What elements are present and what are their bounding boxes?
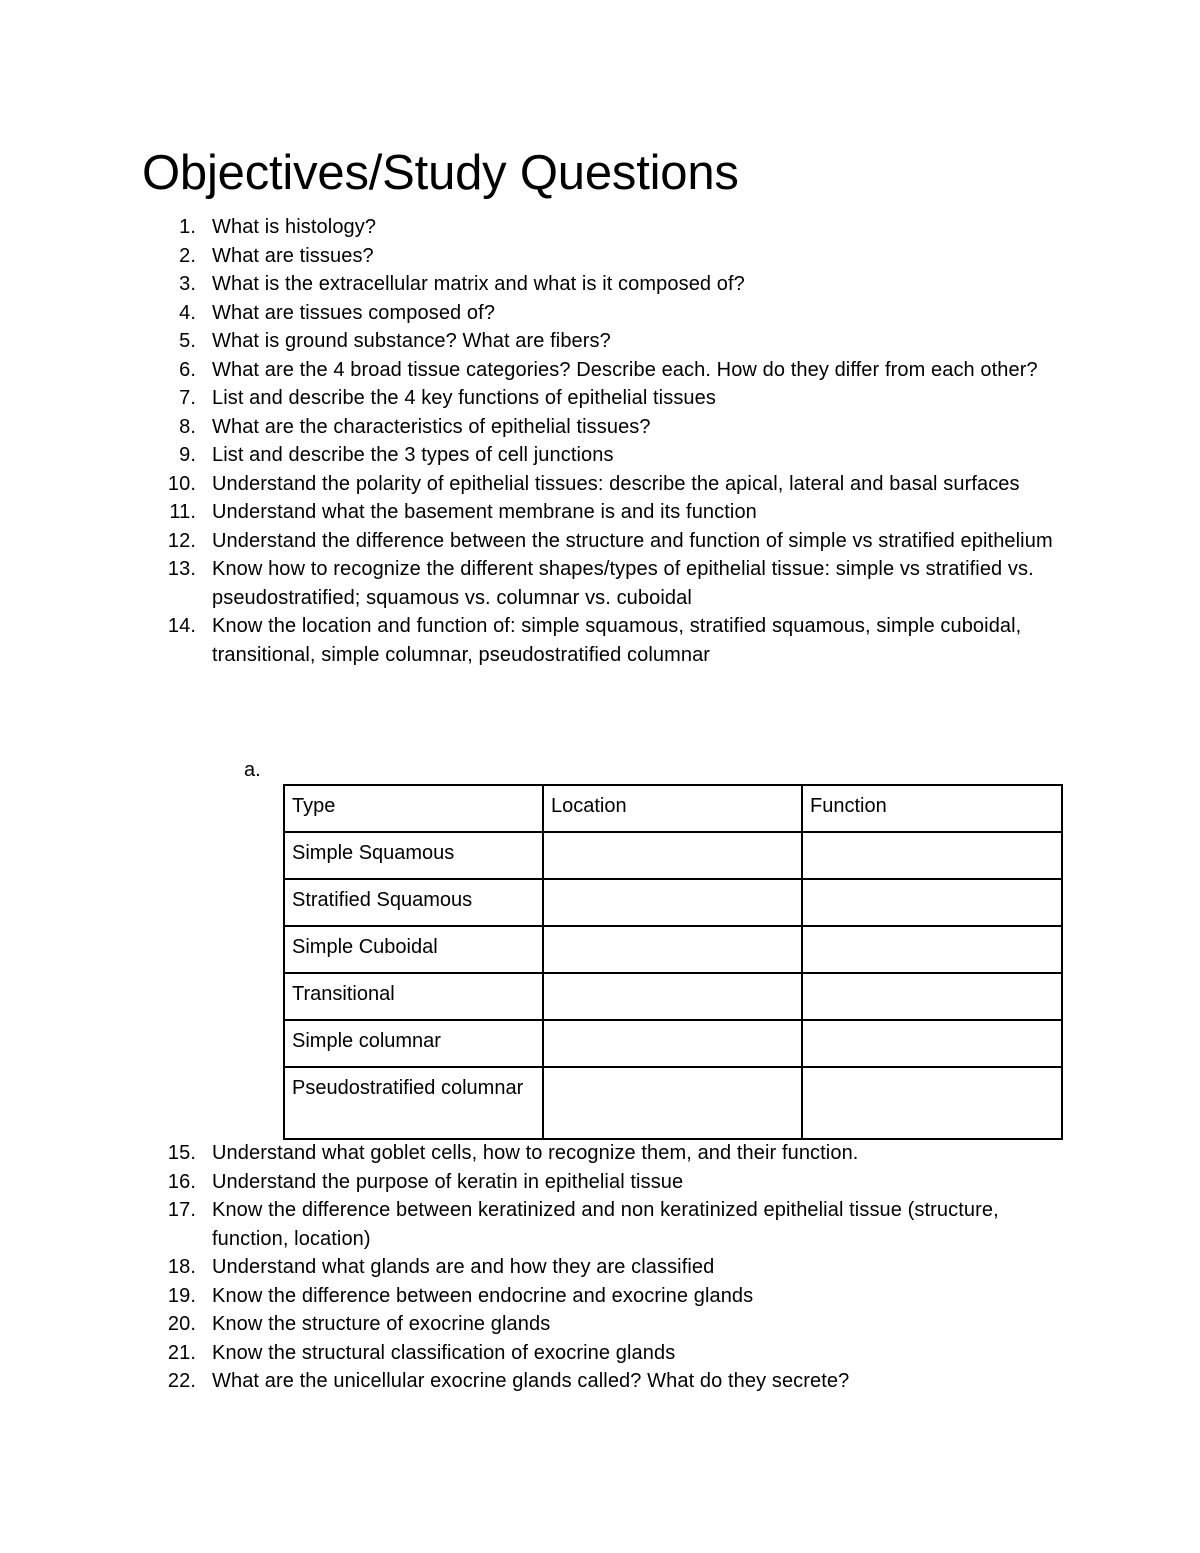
cell-type: Pseudostratified columnar <box>284 1067 543 1139</box>
question-number: 22. <box>167 1370 196 1392</box>
question-item <box>0 242 1072 271</box>
page-title: Objectives/Study Questions <box>142 146 739 200</box>
question-item <box>0 612 1072 669</box>
question-text: Know the structural classification of exocrine glands <box>212 1341 676 1364</box>
question-number: 4. <box>179 301 196 324</box>
question-item <box>0 213 1072 242</box>
question-text: Understand what the basement membrane is and its function <box>212 501 757 523</box>
question-number: 8. <box>179 415 196 438</box>
question-text: Understand what goblet cells, how to recognize them, and their function. <box>212 1142 859 1164</box>
question-item <box>0 299 1072 328</box>
question-item <box>0 1367 1072 1396</box>
cell-function <box>802 973 1062 1020</box>
cell-function <box>802 1020 1062 1067</box>
cell-type: Simple Cuboidal <box>284 926 543 973</box>
question-text: Know the difference between endocrine and exocrine glands <box>212 1284 754 1307</box>
table-row <box>284 973 1062 1020</box>
question-item <box>0 270 1072 299</box>
table-row <box>284 1020 1062 1067</box>
question-text: What is ground substance? What are fibers? <box>212 330 611 352</box>
question-text: Know the difference between keratinized and non keratinized epithelial tissue (structure, function, location) <box>212 1199 999 1250</box>
cell-location <box>543 973 802 1020</box>
question-text: What are the characteristics of epithelial tissues? <box>212 415 651 438</box>
cell-function <box>802 832 1062 879</box>
question-number: 13. <box>167 558 196 580</box>
question-number: 5. <box>179 330 196 352</box>
question-item <box>0 1339 1072 1368</box>
cell-function <box>802 1067 1062 1139</box>
cell-type: Transitional <box>284 973 543 1020</box>
question-number: 9. <box>179 444 196 466</box>
question-item <box>0 1253 1072 1282</box>
question-number: 3. <box>179 273 196 295</box>
question-text: Know the structure of exocrine glands <box>212 1313 551 1335</box>
cell-function <box>802 926 1062 973</box>
question-text: List and describe the 3 types of cell junctions <box>212 444 614 466</box>
question-item <box>0 1196 1072 1253</box>
question-list <box>0 213 1072 669</box>
question-text: Know the location and function of: simple squamous, stratified squamous, simple cuboidal, transitional, simple columnar, pseudostratified columnar <box>212 615 1022 666</box>
question-number: 15. <box>167 1142 196 1164</box>
table-row <box>284 832 1062 879</box>
question-text: What are the 4 broad tissue categories? Describe each. How do they differ from each other? <box>212 358 1038 381</box>
cell-type: Simple Squamous <box>284 832 543 879</box>
question-text: What are tissues composed of? <box>212 301 496 324</box>
question-text: What is the extracellular matrix and what is it composed of? <box>212 273 745 295</box>
question-number: 16. <box>167 1170 196 1193</box>
cell-type: Simple columnar <box>284 1020 543 1067</box>
question-item <box>0 1282 1072 1311</box>
sub-item-marker: a. <box>244 759 261 781</box>
question-number: 21. <box>167 1341 196 1364</box>
question-item <box>0 1139 1072 1168</box>
question-item <box>0 527 1072 556</box>
question-item <box>0 384 1072 413</box>
question-text: Know how to recognize the different shapes/types of epithelial tissue: simple vs stratified vs. pseudostratified; squamous vs. columnar vs. cuboidal <box>212 558 1034 609</box>
question-number: 19. <box>167 1284 196 1307</box>
question-item <box>0 555 1072 612</box>
question-number: 2. <box>179 244 196 267</box>
question-item <box>0 470 1072 499</box>
table-row <box>284 926 1062 973</box>
question-number: 18. <box>167 1256 196 1278</box>
epithelium-table <box>283 784 1063 1140</box>
cell-location <box>543 832 802 879</box>
table-row <box>284 1067 1062 1139</box>
question-number: 1. <box>179 216 196 238</box>
question-list <box>0 1139 1072 1396</box>
header-function: Function <box>802 785 1062 832</box>
question-text: Understand the purpose of keratin in epithelial tissue <box>212 1170 684 1193</box>
question-number: 7. <box>179 387 196 409</box>
question-text: What is histology? <box>212 216 377 238</box>
question-item <box>0 413 1072 442</box>
header-type: Type <box>284 785 543 832</box>
question-text: List and describe the 4 key functions of epithelial tissues <box>212 387 716 409</box>
cell-location <box>543 879 802 926</box>
question-item <box>0 498 1072 527</box>
question-number: 12. <box>167 529 196 552</box>
question-number: 11. <box>169 501 196 523</box>
cell-location <box>543 1067 802 1139</box>
question-text: Understand the difference between the structure and function of simple vs stratified epithelium <box>212 529 1053 552</box>
question-number: 6. <box>179 358 196 381</box>
table-header-row <box>284 785 1062 832</box>
cell-location <box>543 926 802 973</box>
question-item <box>0 1310 1072 1339</box>
question-item <box>0 327 1072 356</box>
question-item <box>0 1168 1072 1197</box>
cell-location <box>543 1020 802 1067</box>
question-text: What are the unicellular exocrine glands called? What do they secrete? <box>212 1370 850 1392</box>
cell-function <box>802 879 1062 926</box>
question-text: Understand what glands are and how they are classified <box>212 1256 715 1278</box>
question-text: What are tissues? <box>212 244 374 267</box>
question-item <box>0 356 1072 385</box>
question-number: 20. <box>167 1313 196 1335</box>
header-location: Location <box>543 785 802 832</box>
question-item <box>0 441 1072 470</box>
question-text: Understand the polarity of epithelial tissues: describe the apical, lateral and basal surfaces <box>212 472 1020 495</box>
question-number: 14. <box>167 615 196 637</box>
question-number: 10. <box>167 472 196 495</box>
cell-type: Stratified Squamous <box>284 879 543 926</box>
question-number: 17. <box>167 1199 196 1221</box>
table-row <box>284 879 1062 926</box>
